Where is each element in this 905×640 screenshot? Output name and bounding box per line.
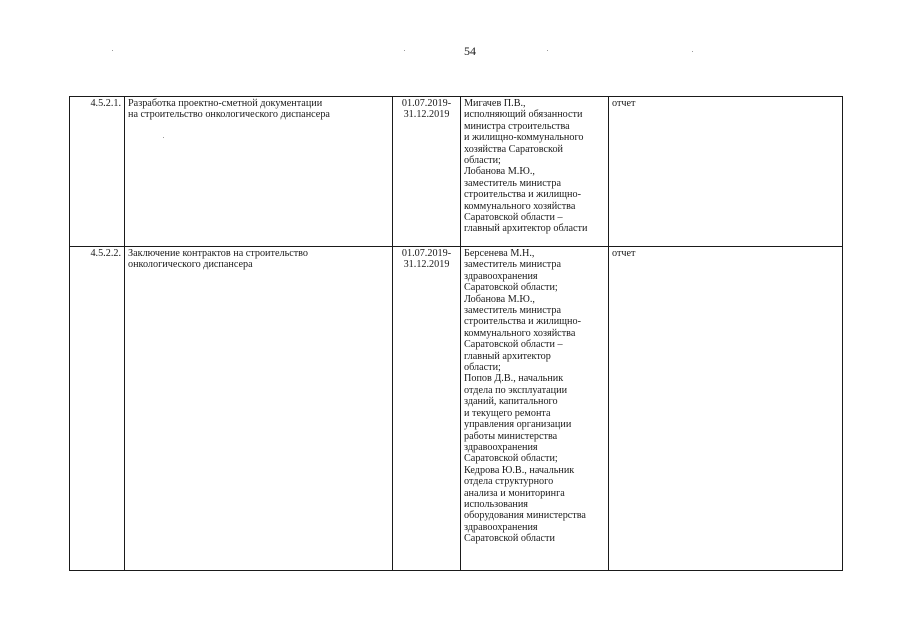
responsible-line: работы министерства [464,430,558,442]
responsible-line: области; [464,362,501,374]
responsible-line: использования [464,498,528,510]
responsible-line: отдела по эксплуатации [464,384,568,396]
table-row [70,247,843,571]
deadline-start: 01.07.2019- [401,248,452,259]
responsible-persons [461,97,609,247]
responsible-line: Саратовской области; [464,453,558,465]
responsible-line: Попов Д.В., начальник [464,373,564,385]
result-form: отчет [609,97,843,247]
responsible-line: главный архитектор области [464,223,588,235]
item-number: 4.5.2.1. [70,97,125,247]
activity-name [125,97,393,247]
responsible-line: области; [464,155,501,167]
responsible-line: строительства и жилищно- [464,316,581,328]
responsible-line: главный архитектор [464,350,551,362]
responsible-line: Берсенева М.Н., [464,248,535,259]
responsible-line: Саратовской области; [464,282,558,294]
responsible-line: исполняющий обязанности [464,109,583,121]
responsible-line: заместитель министра [464,259,561,271]
activity-name [125,247,393,571]
deadline [393,97,461,247]
item-number: 4.5.2.2. [70,247,125,571]
activity-name-line: Заключение контрактов на строительство [128,248,309,259]
deadline-end: 31.12.2019 [403,259,450,271]
activity-name-line: Разработка проектно-сметной документации [128,98,323,109]
responsible-line: Саратовской области – [464,339,563,351]
responsible-line: министра строительства [464,120,570,132]
responsible-line: отдела структурного [464,476,554,488]
responsible-line: коммунального хозяйства [464,200,576,212]
responsible-line: Лобанова М.Ю., [464,293,535,305]
responsible-line: здравоохранения [464,521,538,533]
responsible-line: зданий, капитального [464,396,558,408]
responsible-line: Лобанова М.Ю., [464,166,535,178]
deadline-end: 31.12.2019 [403,109,450,121]
responsible-line: Саратовской области [464,533,555,545]
activity-name-line: онкологического диспансера [128,259,253,271]
responsible-line: Кедрова Ю.В., начальник [464,464,575,476]
responsible-line: анализа и мониторинга [464,487,565,499]
activity-table [69,96,843,571]
responsible-line: оборудования министерства [464,510,586,522]
result-form: отчет [609,247,843,571]
responsible-line: здравоохранения [464,441,538,453]
deadline [393,247,461,571]
responsible-line: здравоохранения [464,270,538,282]
responsible-line: заместитель министра [464,177,561,189]
responsible-line: Саратовской области – [464,212,563,224]
responsible-line: хозяйства Саратовской [464,143,564,155]
responsible-line: строительства и жилищно- [464,189,581,201]
responsible-line: коммунального хозяйства [464,327,576,339]
table-row [70,97,843,247]
responsible-line: и текущего ремонта [464,407,551,419]
responsible-persons [461,247,609,571]
responsible-line: заместитель министра [464,305,561,317]
responsible-line: управления организации [464,419,572,431]
activity-name-line: на строительство онкологического диспансера [128,109,330,121]
responsible-line: и жилищно-коммунального [464,132,584,144]
page-number: 54 [464,44,476,58]
deadline-start: 01.07.2019- [401,98,452,109]
responsible-line: Мигачев П.В., [464,98,526,109]
